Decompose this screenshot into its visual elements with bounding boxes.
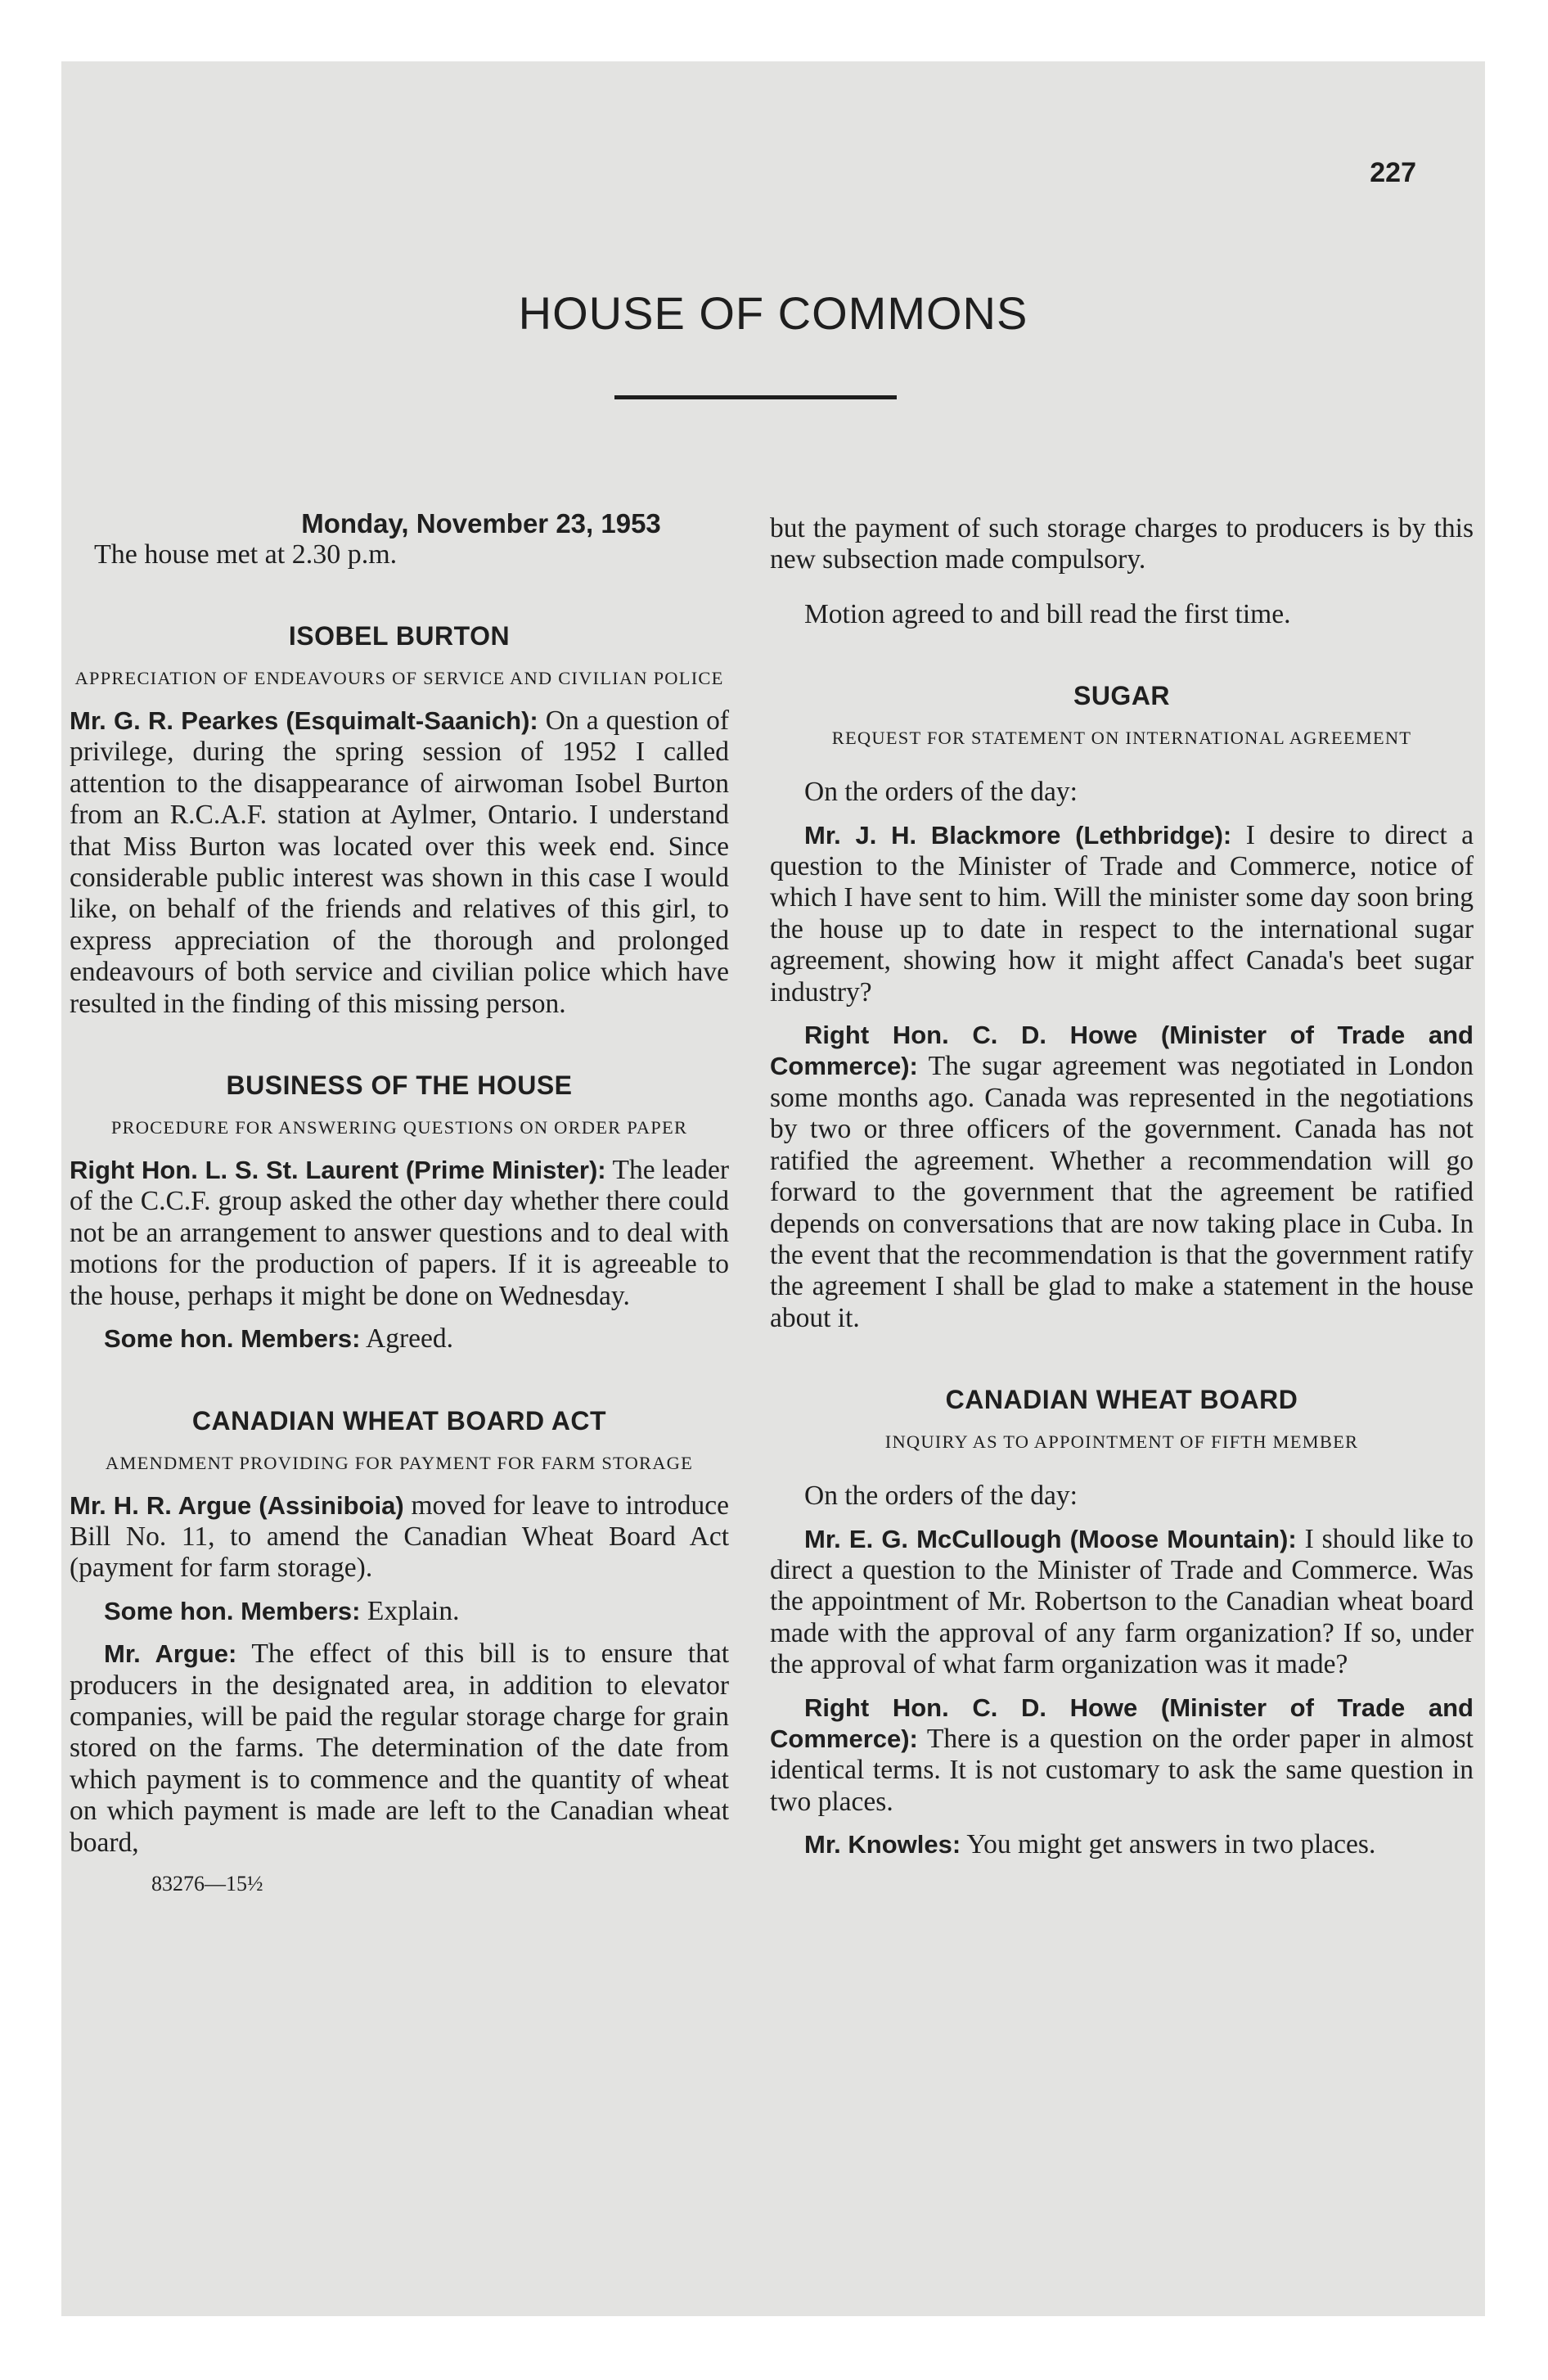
speaker-howe-1: Right Hon. C. D. Howe (Minister of Trade and Commerce): (770, 1021, 1474, 1081)
subheading-procedure: PROCEDURE FOR ANSWERING QUESTIONS ON ORDER PAPER (110, 1117, 688, 1138)
speech-pearkes-text: On a question of privilege, during the spring session of 1952 I called attention to the disappearance of airwoman Isobel Burton from an R.C.A.F. station at Aylmer, Ontario. I understand that Miss Burton was located over this week end. Since considerable public interest was shown in this case I would like, on behalf of the friends and relatives of this girl, to express appreciation of the thorough and prolonged endeavours of both service and civilian police which have resulted in the finding of this missing person. (70, 705, 730, 1019)
speech-argue-motion-text: moved for leave to introduce Bill No. 11, to amend the Canadian Wheat Board Act (payment for farm storage). (70, 1490, 730, 1584)
speech-members-agreed-text: Agreed. (366, 1323, 453, 1355)
heading-business-of-house: BUSINESS OF THE HOUSE (226, 1071, 573, 1101)
heading-wheat-board-act: CANADIAN WHEAT BOARD ACT (191, 1405, 607, 1436)
continued-text: but the payment of such storage charges to producers is by this new subsection made compulsory. (770, 513, 1474, 575)
speech-members-explain-text: Explain. (367, 1595, 460, 1626)
speech-mccullough-text: I should like to direct a question to the Minister of Trade and Commerce. Was the appointment of Mr. Robertson to the Canadian wheat board made with the approval of any farm organization? If so, under the approval of what farm organization was it made? (770, 1523, 1474, 1680)
footer-signature: 83276—15½ (151, 1871, 263, 1895)
speaker-members-2: Some hon. Members: (104, 1596, 361, 1625)
speaker-knowles: Mr. Knowles: (804, 1830, 961, 1859)
speech-mccullough (770, 1524, 1474, 1681)
heading-isobel-burton: ISOBEL BURTON (288, 621, 511, 651)
speech-howe-1 (770, 1020, 1474, 1334)
speech-argue-motion (70, 1490, 729, 1584)
speech-blackmore (770, 820, 1474, 1008)
page-title: HOUSE OF COMMONS (518, 287, 1028, 339)
speaker-howe-2: Right Hon. C. D. Howe (Minister of Trade and Commerce): (770, 1693, 1474, 1753)
speech-argue-text: The effect of this bill is to ensure that producers in the designated area, in addition to elevator companies, will be paid the regular storage charge for grain stored on the farms. The determination of the date from which payment is to commence and the quantity of wheat on which payment is made are left to the Canadian wheat board, (70, 1639, 730, 1858)
speaker-pearkes: Mr. G. R. Pearkes (Esquimalt-Saanich): (70, 706, 538, 735)
page-scan (61, 61, 1485, 2316)
speech-members-agreed (70, 1323, 729, 1355)
speaker-mccullough: Mr. E. G. McCullough (Moose Mountain): (804, 1524, 1297, 1553)
speech-pearkes (70, 705, 729, 1020)
orders-of-day-1: On the orders of the day: (804, 777, 1078, 808)
speaker-st-laurent: Right Hon. L. S. St. Laurent (Prime Minister): (70, 1156, 606, 1185)
motion-agreed: Motion agreed to and bill read the first time. (804, 598, 1291, 629)
speaker-members: Some hon. Members: (104, 1324, 361, 1354)
speech-st-laurent-text: The leader of the C.C.F. group asked the other day whether there could not be an arrangement to answer questions and to deal with motions for the production of papers. If it is agreeable to the house, perhaps it might be done on Wednesday. (70, 1155, 729, 1311)
speech-st-laurent (70, 1155, 729, 1312)
speech-knowles (770, 1829, 1474, 1860)
subheading-sugar-request: REQUEST FOR STATEMENT ON INTERNATIONAL AGREEMENT (831, 728, 1412, 749)
speech-howe-2-text: There is a question on the order paper in almost identical terms. It is not customary to ask the same question in two places. (770, 1723, 1474, 1817)
orders-of-day-2: On the orders of the day: (804, 1481, 1078, 1512)
title-rule (614, 395, 897, 399)
speech-argue (70, 1639, 729, 1859)
heading-canadian-wheat-board: CANADIAN WHEAT BOARD (945, 1385, 1298, 1415)
speech-howe-2 (770, 1693, 1474, 1819)
speech-members-explain (70, 1596, 729, 1627)
subheading-appreciation: APPRECIATION OF ENDEAVOURS OF SERVICE AND CIVILIAN POLICE (74, 668, 724, 688)
speech-howe-1-text: The sugar agreement was negotiated in London some months ago. Canada was represented in the negotiations by two or three officers of the government. Canada has not ratified the agreement. Whether a recommendation will go forward to the government that the agreement be ratified depends on conversations that are now taking place in Cuba. In the event that the recommendation is that the government ratify the agreement I shall be glad to make a statement in the house about it. (770, 1051, 1474, 1333)
left-column (70, 446, 729, 1896)
subheading-inquiry: INQUIRY AS TO APPOINTMENT OF FIFTH MEMBER (884, 1431, 1359, 1453)
right-column (770, 446, 1474, 1861)
page-number: 227 (1370, 157, 1416, 188)
speech-blackmore-text: I desire to direct a question to the Minister of Trade and Commerce, notice of which I have sent to him. Will the minister some day soon bring the house up to date in respect to the international sugar agreement, showing how it might affect Canada's beet sugar industry? (770, 819, 1474, 1007)
speech-knowles-text: You might get answers in two places. (966, 1829, 1376, 1860)
subheading-amendment: AMENDMENT PROVIDING FOR PAYMENT FOR FARM STORAGE (105, 1452, 694, 1473)
house-met: The house met at 2.30 p.m. (94, 539, 398, 570)
speaker-argue-full: Mr. H. R. Argue (Assiniboia) (70, 1490, 404, 1520)
heading-sugar: SUGAR (1073, 681, 1171, 711)
speaker-argue: Mr. Argue: (104, 1639, 237, 1669)
speaker-blackmore: Mr. J. H. Blackmore (Lethbridge): (804, 820, 1232, 850)
sitting-date: Monday, November 23, 1953 (301, 508, 661, 539)
